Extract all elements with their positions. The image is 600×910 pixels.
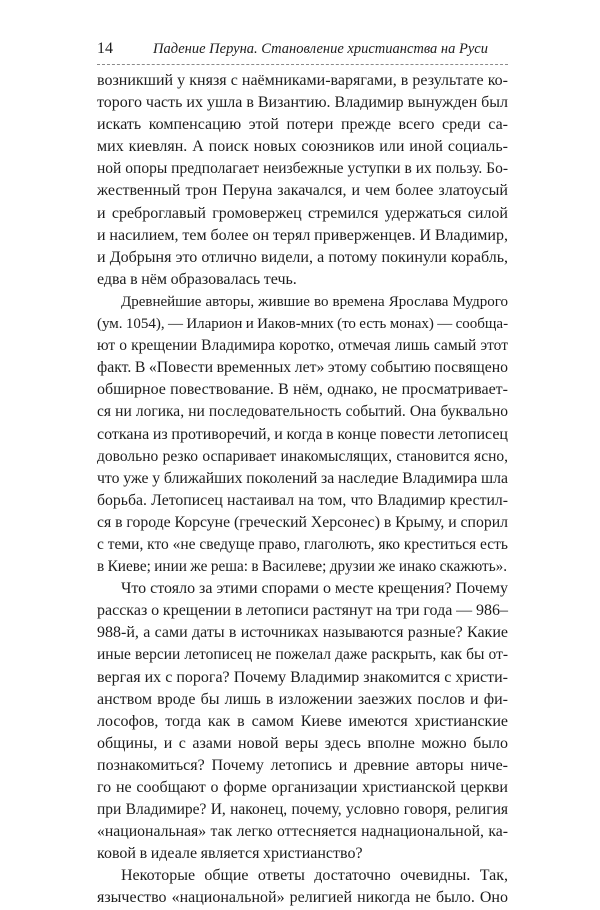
text-line: лософов, тогда как в самом Киеве имеются христианские — [97, 712, 508, 730]
text-line: борьба. Летописец настаивал на том, что Владимир крестил- — [97, 491, 508, 509]
text-line: ся ни логика, ни последовательность событий. Она буквально — [97, 403, 508, 421]
text-line: едва в нём образовалась течь. — [97, 270, 297, 288]
text-line: го не сообщают о форме организации христианской церкви — [97, 779, 508, 796]
running-title: Падение Перуна. Становление христианства на Руси — [153, 41, 488, 57]
text-line: соткана из противоречий, и когда в конце повести летописец — [97, 425, 508, 443]
text-line: возникший у князя с наёмниками-варягами, в результате ко- — [97, 72, 508, 89]
text-line: «национальная» так легко оттесняется наднациональной, ка- — [97, 823, 508, 841]
text-line: мих киевлян. А поиск новых союзников или иной социаль- — [97, 138, 508, 156]
text-line: в Киеве; инии же реша: в Василеве; друзии же инако скажють». — [97, 558, 508, 576]
text-line: 988-й, а сами даты в источниках называются разные? Какие — [97, 624, 508, 642]
text-line: анством вроде бы лишь в изложении заезжих послов и фи- — [97, 690, 508, 708]
text-line: Древнейшие авторы, жившие во времена Ярослава Мудрого — [121, 293, 508, 310]
text-line: Некоторые общие ответы достаточно очевидны. Так, — [121, 867, 508, 885]
text-line: (ум. 1054), — Иларион и Иаков-мних (то есть монах) — сообща- — [97, 316, 509, 333]
text-line: обширное повествование. В нём, однако, не просматривает- — [97, 381, 508, 399]
text-line: общины, и с азами новой веры здесь вполне можно было — [97, 734, 508, 752]
text-line: торого часть их ушла в Византию. Владимир вынужден был — [97, 94, 508, 112]
text-line: ковой в идеале является христианство? — [97, 845, 363, 863]
text-line: Что стояло за этими спорами о месте крещения? Почему — [121, 580, 508, 598]
running-header — [97, 38, 508, 65]
text-line: что уже у ближайших поколений за наследие Владимира шла — [97, 469, 508, 487]
text-line: ся в городе Корсуне (греческий Херсонес) в Крыму, и спорил — [97, 513, 508, 531]
text-line: искать компенсацию этой потери прежде всего среди са- — [97, 116, 508, 134]
text-line: ют о крещении Владимира коротко, отмечая лишь самый этот — [97, 337, 508, 355]
text-line: жественный трон Перуна закачался, и чем более златоусый — [97, 182, 508, 200]
text-line: и насилием, тем более он терял приверженцев. И Владимир, — [97, 226, 508, 244]
text-line: довольно резко оспаривает инакомыслящих, становится ясно, — [97, 447, 508, 465]
body-text — [97, 70, 508, 910]
page-number: 14 — [97, 40, 113, 57]
text-line: и Добрыня это отлично видели, а потому покинули корабль, — [97, 248, 508, 266]
text-line: при Владимире? И, наконец, почему, условно говоря, религия — [97, 801, 508, 819]
text-line: факт. В «Повести временных лет» этому событию посвящено — [97, 359, 508, 377]
text-line: и среброглавый громовержец стремился удержаться силой — [97, 204, 508, 222]
text-line: язычество «национальной» религией никогда не было. Оно — [97, 889, 508, 907]
text-line: иные версии летописец не пожелал даже раскрыть, как бы от- — [97, 646, 508, 664]
text-line: вергая их с порога? Почему Владимир знакомится с христи- — [97, 668, 508, 686]
text-line: познакомиться? Почему летопись и древние авторы ниче- — [97, 756, 508, 774]
text-line: рассказ о крещении в летописи растянут на три года — 986– — [97, 602, 508, 620]
text-line: ной опоры предполагает неизбежные уступки в их пользу. Бо- — [97, 160, 508, 178]
text-line: с теми, кто «не сведуще право, глаголють, яко креститься есть — [97, 535, 508, 553]
